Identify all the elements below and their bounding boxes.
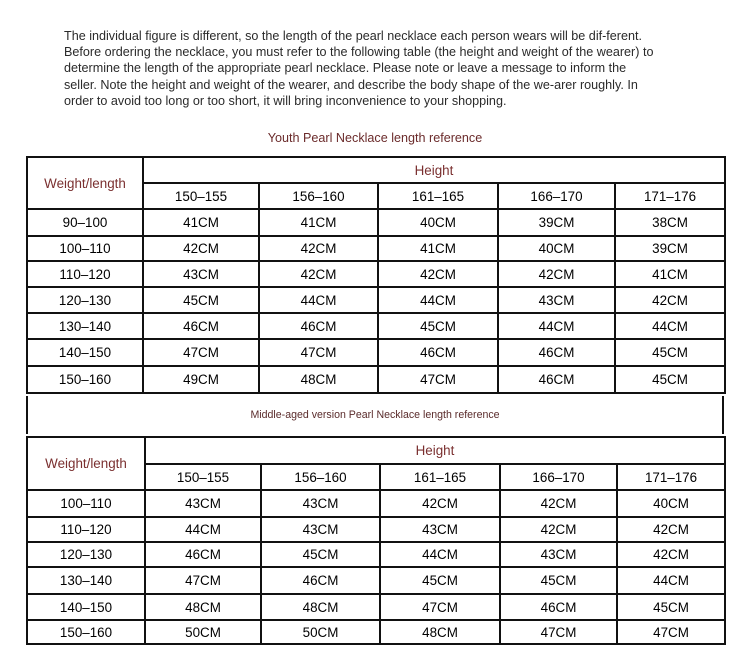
table-row [27, 287, 725, 313]
length-cell: 42CM [259, 236, 378, 261]
length-cell: 42CM [617, 517, 725, 542]
length-cell: 48CM [261, 594, 380, 620]
weight-cell: 100–110 [27, 236, 143, 261]
length-cell: 39CM [498, 209, 615, 236]
length-cell: 41CM [259, 209, 378, 236]
length-cell: 46CM [143, 313, 259, 339]
length-cell: 45CM [378, 313, 498, 339]
weight-cell: 140–150 [27, 594, 145, 620]
length-cell: 43CM [145, 490, 261, 517]
header-row [27, 157, 725, 183]
length-cell: 45CM [500, 567, 617, 594]
length-cell: 46CM [500, 594, 617, 620]
intro-paragraph: The individual figure is different, so the length of the pearl necklace each person wears will be dif-ferent. Before ordering the necklace, you must refer to the following table (the height and weight of the wearer) to determine the length of the appropriate pearl necklace. Please note or leave a message to inform the seller. Note the height and weight of the wearer, and describe the body shape of the we-arer roughly. In order to avoid too long or too short, it will bring inconvenience to your shopping. [64, 29, 654, 108]
length-cell: 42CM [378, 261, 498, 287]
length-cell: 45CM [615, 366, 725, 393]
table-row [27, 542, 725, 567]
length-cell: 41CM [378, 236, 498, 261]
header-row [27, 437, 725, 464]
height-column-header: 166–170 [498, 183, 615, 209]
weight-cell: 90–100 [27, 209, 143, 236]
length-cell: 44CM [615, 313, 725, 339]
length-cell: 50CM [261, 620, 380, 644]
length-cell: 44CM [380, 542, 500, 567]
length-cell: 45CM [143, 287, 259, 313]
length-cell: 44CM [145, 517, 261, 542]
length-cell: 45CM [261, 542, 380, 567]
table-row [27, 594, 725, 620]
height-column-header: 166–170 [500, 464, 617, 490]
length-cell: 40CM [617, 490, 725, 517]
length-cell: 47CM [259, 339, 378, 366]
length-cell: 43CM [500, 542, 617, 567]
table-row [27, 620, 725, 644]
youth-size-table [26, 156, 726, 394]
weight-cell: 120–130 [27, 287, 143, 313]
length-cell: 41CM [615, 261, 725, 287]
weight-cell: 110–120 [27, 261, 143, 287]
length-cell: 47CM [500, 620, 617, 644]
corner-label: Weight/length [27, 157, 143, 209]
length-cell: 42CM [617, 542, 725, 567]
length-cell: 47CM [378, 366, 498, 393]
length-cell: 49CM [143, 366, 259, 393]
length-cell: 44CM [378, 287, 498, 313]
table-row [27, 313, 725, 339]
length-cell: 47CM [143, 339, 259, 366]
length-cell: 46CM [378, 339, 498, 366]
length-cell: 48CM [259, 366, 378, 393]
table-row [27, 261, 725, 287]
table-row [27, 339, 725, 366]
weight-cell: 150–160 [27, 366, 143, 393]
weight-cell: 150–160 [27, 620, 145, 644]
length-cell: 42CM [143, 236, 259, 261]
table-row [27, 490, 725, 517]
length-cell: 47CM [145, 567, 261, 594]
length-cell: 47CM [617, 620, 725, 644]
length-cell: 43CM [261, 517, 380, 542]
length-cell: 43CM [498, 287, 615, 313]
length-cell: 46CM [259, 313, 378, 339]
corner-label: Weight/length [27, 437, 145, 490]
length-cell: 43CM [380, 517, 500, 542]
length-cell: 38CM [615, 209, 725, 236]
weight-cell: 120–130 [27, 542, 145, 567]
length-cell: 48CM [380, 620, 500, 644]
height-column-header: 150–155 [143, 183, 259, 209]
length-cell: 46CM [498, 339, 615, 366]
table-row [27, 236, 725, 261]
table-row [27, 517, 725, 542]
height-column-header: 161–165 [378, 183, 498, 209]
length-cell: 41CM [143, 209, 259, 236]
height-column-header: 171–176 [617, 464, 725, 490]
length-cell: 42CM [259, 261, 378, 287]
middle-aged-size-table [26, 436, 726, 645]
length-cell: 48CM [145, 594, 261, 620]
table-row [27, 209, 725, 236]
length-cell: 42CM [498, 261, 615, 287]
length-cell: 45CM [617, 594, 725, 620]
length-cell: 46CM [145, 542, 261, 567]
table-row [27, 567, 725, 594]
length-cell: 43CM [261, 490, 380, 517]
length-cell: 42CM [380, 490, 500, 517]
length-cell: 44CM [259, 287, 378, 313]
length-cell: 46CM [261, 567, 380, 594]
length-cell: 46CM [498, 366, 615, 393]
weight-cell: 130–140 [27, 313, 143, 339]
youth-table-title: Youth Pearl Necklace length reference [267, 131, 483, 145]
length-cell: 40CM [498, 236, 615, 261]
weight-cell: 140–150 [27, 339, 143, 366]
length-cell: 45CM [380, 567, 500, 594]
weight-cell: 100–110 [27, 490, 145, 517]
height-header: Height [143, 157, 725, 183]
height-header: Height [145, 437, 725, 464]
height-column-header: 171–176 [615, 183, 725, 209]
length-cell: 42CM [615, 287, 725, 313]
weight-cell: 130–140 [27, 567, 145, 594]
table-row [27, 366, 725, 393]
height-column-header: 156–160 [259, 183, 378, 209]
length-cell: 47CM [380, 594, 500, 620]
length-cell: 43CM [143, 261, 259, 287]
height-column-header: 150–155 [145, 464, 261, 490]
weight-cell: 110–120 [27, 517, 145, 542]
length-cell: 50CM [145, 620, 261, 644]
length-cell: 44CM [617, 567, 725, 594]
length-cell: 44CM [498, 313, 615, 339]
length-cell: 40CM [378, 209, 498, 236]
length-cell: 42CM [500, 517, 617, 542]
height-column-header: 161–165 [380, 464, 500, 490]
length-cell: 45CM [615, 339, 725, 366]
length-cell: 39CM [615, 236, 725, 261]
middle-aged-table-title: Middle-aged version Pearl Necklace length reference [26, 396, 724, 434]
length-cell: 42CM [500, 490, 617, 517]
height-column-header: 156–160 [261, 464, 380, 490]
